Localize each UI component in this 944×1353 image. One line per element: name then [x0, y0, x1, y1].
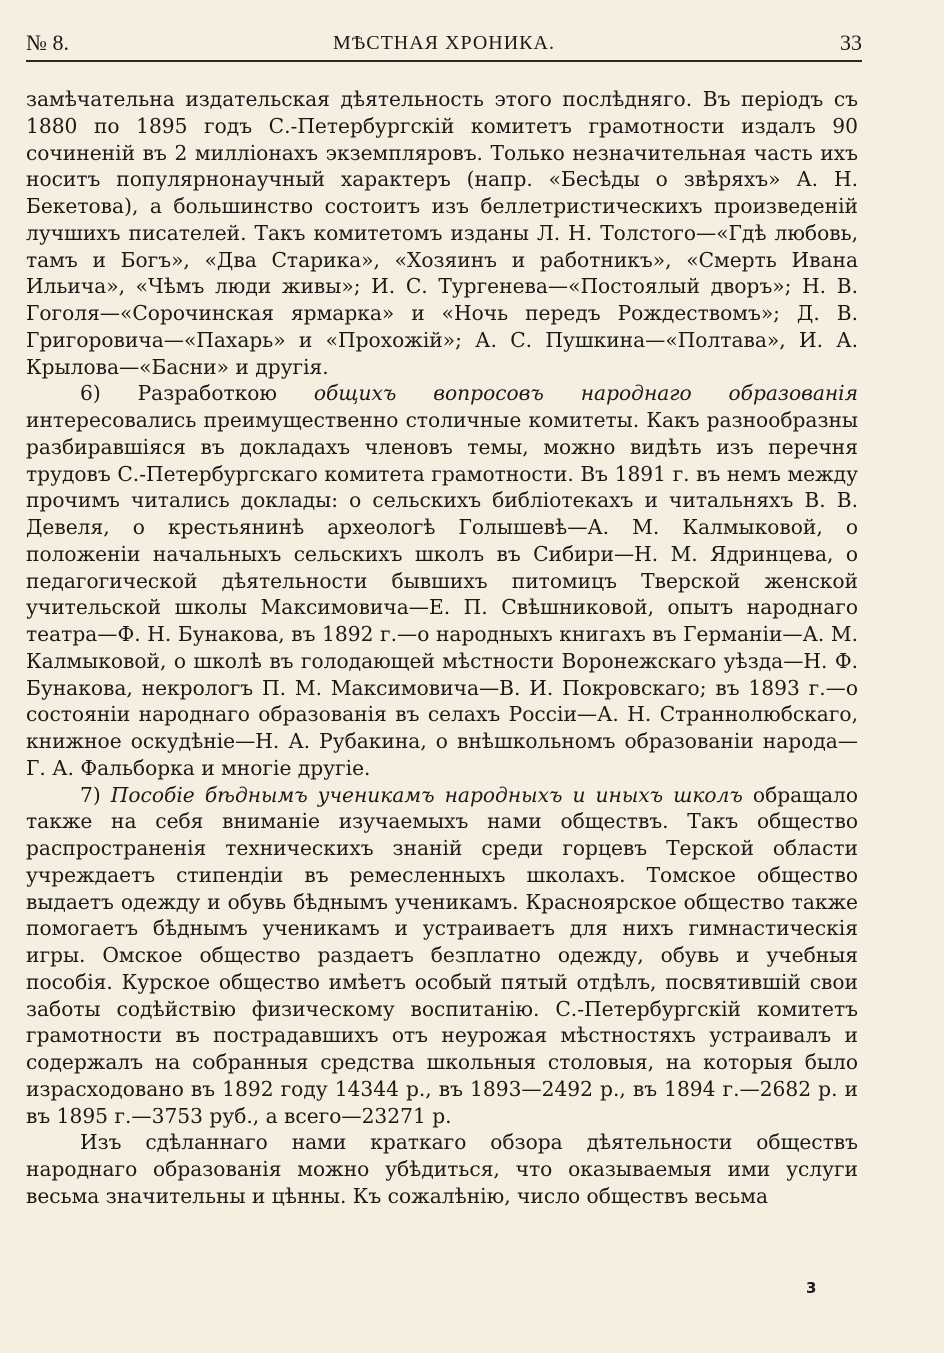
section-6-body: интересовались преимущественно столичные комитеты. Какъ разнообразны разбиравшіяся въ докладахъ членовъ темы, можно видѣть изъ перечня трудовъ С.-Петербургскаго комитета грамотности. Въ 1891 г. въ немъ между прочимъ читались доклады: о сельскихъ библіотекахъ и читальняхъ В. В. Девеля, о крестьянинѣ археологѣ Голышевѣ—А. М. Калмыковой, о положеніи начальныхъ сельскихъ школъ въ Сибири—Н. М. Ядринцева, о педагогической дѣятельности бывшихъ питомицъ Тверской женской учительской школы Максимовича—Е. П. Свѣшниковой, опытъ народнаго театра—Ф. Н. Бунакова, въ 1892 г.—о народныхъ книгахъ въ Германіи—А. М. Калмыковой, о школѣ въ голодающей мѣстности Воронежскаго уѣзда—Н. Ф. Бунакова, некрологъ П. М. Максимовича—В. И. Покровскаго; въ 1893 г.—о состояніи народнаго образованія въ селахъ Россіи—А. Н. Страннолюбскаго, книжное оскудѣніе—Н. А. Рубакина, о внѣшкольномъ образованіи народа—Г. А. Фальборка и многіе другіе.	[26, 408, 858, 780]
section-7-heading: Пособіе бѣднымъ ученикамъ народныхъ и иныхъ школъ	[110, 782, 743, 807]
paragraph-conclusion: Изъ сдѣланнаго нами краткаго обзора дѣятельности обществъ народнаго образованія можно убѣдиться, что оказываемыя ими услуги весьма значительны и цѣнны. Къ сожалѣнію, число обществъ весьма	[26, 1130, 858, 1208]
paragraph-section-7	[26, 782, 858, 1130]
paragraph-section-6	[26, 380, 858, 781]
page-number: 33	[840, 30, 862, 55]
section-title: МѢСТНАЯ ХРОНИКА.	[333, 32, 555, 54]
running-header	[26, 26, 862, 62]
section-7-lead: 7)	[80, 782, 111, 807]
issue-number: № 8.	[26, 30, 69, 55]
section-7-body: обращало также на себя вниманіе изучаемыхъ нами обществъ. Такъ общество распространенія техническихъ знаній среди горцевъ Терской области учреждаетъ стипендіи въ ремесленныхъ школахъ. Томское общество выдаетъ одежду и обувь бѣднымъ ученикамъ. Красноярское общество также помогаетъ бѣднымъ ученикамъ и устраиваетъ для нихъ гимнастическія игры. Омское общество раздаетъ безплатно одежду, обувь и учебныя пособія. Курское общество имѣетъ особый пятый отдѣлъ, посвятившій свои заботы содѣйствію физическому воспитанію. С.-Петербургскій комитетъ грамотности въ пострадавшихъ отъ неурожая мѣстностяхъ устраивалъ и содержалъ на собранныя средства школьныя столовыя, на которыя было израсходовано въ 1892 году 14344 р., въ 1893—2492 р., въ 1894 г.—2682 р. и въ 1895 г.—3753 руб., а всего—23271 р.	[26, 782, 858, 1128]
section-6-heading: общихъ вопросовъ народнаго образованія	[313, 381, 859, 406]
body-text	[26, 86, 858, 1210]
signature-mark: 3	[806, 1279, 817, 1297]
section-6-lead: 6) Разработкою	[80, 381, 314, 406]
paragraph-continuation: замѣчательна издательская дѣятельность этого послѣдняго. Въ періодъ съ 1880 по 1895 годъ С.-Петербургскій комитетъ грамотности издалъ 90 сочиненій въ 2 милліонахъ экземпляровъ. Только незначительная часть ихъ носитъ популярнонаучный характеръ (напр. «Бесѣды о звѣряхъ» А. Н. Бекетова), а большинство состоитъ изъ беллетристическихъ произведеній лучшихъ писателей. Такъ комитетомъ изданы Л. Н. Толстого—«Гдѣ любовь, тамъ и Богъ», «Два Старика», «Хозяинъ и работникъ», «Смерть Ивана Ильича», «Чѣмъ люди живы»; И. С. Тургенева—«Постоялый дворъ»; Н. В. Гоголя—«Сорочинская ярмарка» и «Ночь передъ Рождествомъ»; Д. В. Григоровича—«Пахарь» и «Прохожій»; А. С. Пушкина—«Полтава», И. А. Крылова—«Басни» и другія.	[26, 87, 858, 379]
